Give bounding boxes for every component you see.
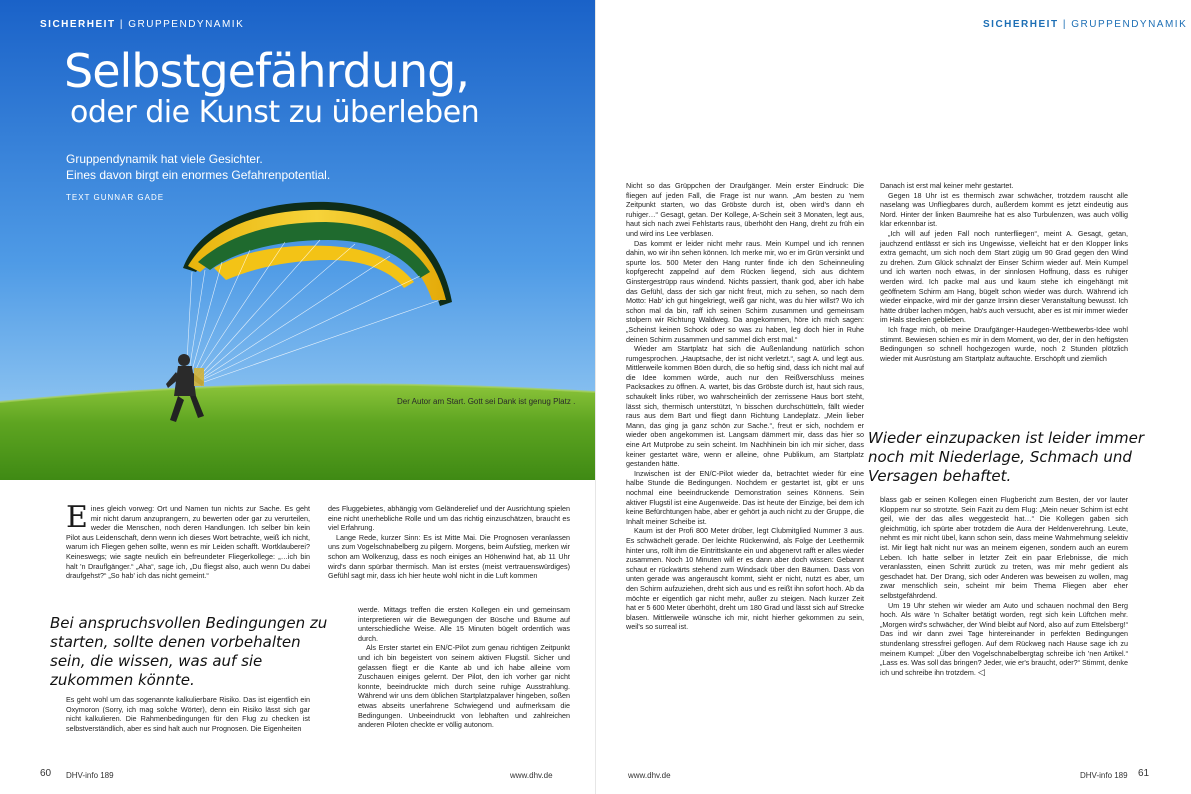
end-mark-icon: ◁ — [977, 667, 985, 678]
column-lp-1-top — [66, 500, 310, 581]
subtitle — [66, 151, 330, 183]
issue-right: DHV-info 189 — [1080, 771, 1128, 780]
paragraph: werde. Mittags treffen die ersten Kollegen ein und gemeinsam interpretieren wir die Bewegungen der Büsche und Bäume auf unterschiedliche Weise. Alle 15 Minuten bügelt ordentlich was durch. — [358, 605, 570, 643]
drop-cap: E — [66, 500, 88, 535]
column-lp-2-top — [328, 504, 570, 581]
section-tag-right: SICHERHEIT | GRUPPENDYNAMIK — [983, 19, 1188, 30]
paragraph: Inzwischen ist der EN/C-Pilot wieder da, betrachtet wieder für eine halbe Stunde die Bedingungen. Nochdem er gestartet ist, gibt er uns nochmal eine beeindruckende Demonstration seines Könnens. Sein aktiver Flugstil ist eine Augenweide. Das ist heute der Einzige, bei dem ich keine Befürchtungen habe, aber er gehört ja auch nicht zu der Gruppe, die Inhalt meiner Scheibe ist. — [626, 468, 864, 526]
section-tag: SICHERHEIT | GRUPPENDYNAMIK — [40, 19, 245, 30]
left-page — [0, 0, 595, 794]
paragraph: Nicht so das Grüppchen der Draufgänger. Mein erster Eindruck: Die fliegen auf jeden Fall, die Frage ist nur wann. „Am besten zu 'nem Zeitpunkt starten, wo das Gröbste durch ist, oben wird's dann eh ruhiger…“ Gesagt, getan. Der Kollege, A-Schein seit 3 Monaten, legt aus, haut sich nach zwei Fehlstarts raus, überhöht den Hang, dreht zu früh ein und wird ins Lee verblasen. — [626, 181, 864, 238]
paragraph: Lange Rede, kurzer Sinn: Es ist Mitte Mai. Die Prognosen veranlassen uns zum Vogelschnabelberg zu pilgern. Morgens, beim Aufstieg, merken wir schon am Wolkenzug, dass es noch einiges an Höhenwind hat, ab 11 Uhr wird's dann spürbar thermisch. Man ist erstes (meist vertrauenswürdiges) Gefühl sagt mir, dass ich hier heute wohl nicht in die Luft kommen — [328, 532, 570, 581]
column-rp-1 — [626, 181, 864, 632]
paragraph: ines gleich vorweg: Ort und Namen tun nichts zur Sache. Es geht mir nicht darum anzuprangern, zu bewerten oder gar zu verurteilen, weder die Menschen, noch deren Handlungen. Ich selber bin kein Pilot aus Leidenschaft, denn wenn ich dieses Wort betrachte, weiß ich nicht, warum ich Fliegen gehen sollte, wenn es mir Leiden schafft. Wortklauberei? Keineswegs; wie sagte neulich ein befreundeter Fliegerkollege: „…ich bin halt 'n Drauflgänger.“ „Aha“, sage ich, „Du fliegst also, auch wenn Du dabei draufgehst?“ „So hab' ich das nicht gemeint.“ — [66, 504, 310, 581]
author-credit: TEXT GUNNAR GADE — [66, 193, 165, 202]
column-lp-2-bottom — [358, 605, 570, 730]
column-rp-2-bottom — [880, 495, 1128, 678]
column-rp-2-top — [880, 181, 1128, 363]
page-number-left: 60 — [40, 768, 52, 779]
page-number-right: 61 — [1138, 768, 1150, 779]
title-line-1: Selbstgefährdung, — [64, 44, 469, 98]
paragraph: Danach ist erst mal keiner mehr gestartet. — [880, 181, 1014, 190]
photo-caption: Der Autor am Start. Gott sei Dank ist genug Platz . — [397, 397, 576, 406]
paragraph: blass gab er seinen Kollegen einen Flugbericht zum Besten, der vor lauter Kloppern nur so strotzte. Sein Fazit zu dem Flug: „Mein neuer Schirm ist echt geil, wie der das alles weggesteckt hat…“ Die Kollegen gaben sich gleichmütig, ich spürte aber trotzdem die Aura der Heldenverehrung. Leute, nehmt es mir nicht übel, kann schon sein, dass meine Wahrnehmung selektiv ist. Mir liegt halt nicht nur was an meinem eigenen, sondern auch an eurem Leben. Ich hatte selber in letzter Zeit ein paar Erlebnisse, die mich veranlassten, einen Schritt zurück zu treten, was mir mehr gedient als geschadet hat. Der Drang, sich oder Anderen was beweisen zu wollen, mag zwar menschlich sein, scheint mir beim Thema Fliegen aber eher selbstgefährdend. — [880, 495, 1128, 600]
subtitle-line-2: Eines davon birgt ein enormes Gefahrenpotential. — [66, 168, 331, 182]
paragraph: Es geht wohl um das sogenannte kalkulierbare Risiko. Das ist eigentlich ein Oxymoron (Sorry, ich mag solche Wörter), denn ein Risiko lässt sich gar nicht kalkulieren. Die Rahmenbedingungen für den Flug zu checken ist selbstverständlich, aber es sind halt auch nur Prognosen. Die Eigenheiten — [66, 695, 310, 733]
paragraph: Wieder am Startplatz hat sich die Außenlandung natürlich schon rumgesprochen. „Hauptsache, der ist nicht verletzt.“, sagt A. und legt aus. Mittlerweile kommen Böen durch, die so heftig sind, dass ich nicht mal auf die Idee kommen würde, auch nur den Reißverschluss meines Packsackes zu öffnen. A. wartet, bis das Gröbste durch ist, haut sich raus, schaukelt links rüber, wo wahrscheinlich der zerrissene Haus bort steht, lässt sich, thermisch unterstützt, 'n bisschen durchschütteln, fällt wieder raus aus dem Bart und fliegt dann Richtung Landeplatz. „Mein lieber Mann, das ging ja ganz schön zur Sache.“, freut er sich, nochdem er wieder oben angekommen ist. Langsam dämmert mir, dass das hier so eine Art Mutprobe zu sein scheint. Im Nachhinein bin ich mir sicher, dass keiner gestartet wäre, wenn er alleine, ohne Publikum, am Startplatz gestanden hätte. — [626, 344, 864, 469]
pullquote-right: Wieder einzupacken ist leider immer noch mit Niederlage, Schmach und Versagen behaftet. — [868, 429, 1145, 485]
url-left: www.dhv.de — [510, 771, 553, 780]
paragraph: Kaum ist der Profi 800 Meter drüber, legt Clubmitglied Nummer 3 aus. Es schwächelt gerade. Der leichte Rückenwind, als Folge der Leethermik hinter uns, rollt ihm die Eintrittskante ein und abgenervt rafft er alles wieder zusammen. Noch 10 Minuten will er es dann aber doch wissen: Gebannt schaut er rückwärts stehend zum Windsack über den Bäumen. Dass von unten gerade was angerauscht kommt, sieht er nicht, nutzt es aber, um den Schirm aufzuziehen, dreht sich aus und es reißt ihn sofort hoch. Ab da möchte er eigentlich gar nicht mehr, außer zu steigen. Nach kurzer Zeit hat er 5 600 Meter überhöht, dreht um 180 Grad und lässt sich auf Strecke blasen. Mittlerweile wünsche ich mir, nicht hierher gekommen zu sein, weil's so surreal ist. — [626, 526, 864, 632]
paragraph: des Fluggebietes, abhängig vom Geländerelief und der Ausrichtung spielen eine nicht unerhebliche Rolle und um das richtig einzuschätzen, braucht es viel Erfahrung. — [328, 504, 570, 533]
paragraph: Das kommt er leider nicht mehr raus. Mein Kumpel und ich rennen dahin, wo wir ihn sehen können. Ich merke mir, wo er im Grün versinkt und spurte los. 500 Meter den Hang runter finde ich den Scheinneuling kopfgerecht zappelnd auf dem Rücken liegend, sich aus dichtem Ginstergestrüpp raus windend. Nichts passiert, thank god, aber ich habe das Gefühl, dass der sich gar nicht freut, mich zu sehen, so nach dem Motto: Hab' ich gut hingekriegt, weiß gar nicht, was du hier willst? Wo ich schon mal da bin, raff ich seinen Schirm zusammen und gemeinsam stolpern wir Richtung Waldweg. Da angekommen, höre ich mich sagen: „Scheinst keinen Schock oder so was zu haben, leg doch hier in Ruhe deinen Schirm zusammen und sammel dich erst mal.“ — [626, 238, 864, 344]
title-line-2: oder die Kunst zu überleben — [70, 95, 480, 130]
column-lp-1-bottom — [66, 695, 310, 733]
paragraph: Als Erster startet ein EN/C-Pilot zum genau richtigen Zeitpunkt und ich bin begeistert von seinem aktiven Flugstil. Sicher und gelassen fliegt er die Kante ab und ich habe alleine vom Zuschauen einiges gelernt. Der Pilot, den ich vorher gar nicht konnte, beeindruckte mich durch seine ruhige Ausstrahlung. Während wir uns dem üblichen Startplatzpalaver hingeben, soßen etwas abseits unerfahrene Schwiegend und aufmerksam die Bedingungen. Unbeeindruckt von lebhaften und zahlreichen anderen Piloten checkte er völlig autonom. — [358, 643, 570, 730]
url-right: www.dhv.de — [628, 771, 671, 780]
pullquote-left: Bei anspruchsvollen Bedingungen zu starten, sollte denen vorbehalten sein, die wissen, was auf sie zukommen könnte. — [50, 614, 328, 689]
issue-left: DHV-info 189 — [66, 771, 114, 780]
paragraph: „Ich will auf jeden Fall noch runterfliegen“, meint A. Gesagt, getan, jauchzend entlässt er sich ins Ungewisse, vielleicht hat er den Klopper links extra gemacht, um sich noch dem Start zügig um 90 Grad gegen den Wind zu drehen. Zum Glück schnalzt der Einser Schirm wieder auf. Mein Kumpel und ich warten noch etwas, in der sinnlosen Hoffnung, dass es ruhiger werden wird. Ich packe mal aus und kaum stehe ich eingehängt mit geöffnetem Schirm am Hang, bügelt schon wieder was durch. Während ich wieder einpacke, wird mir der ganze Irrsinn dieser Veranstaltung bewusst. Ich hätte drüber lachen mögen, hab's auch versucht, aber es ist mir immer wieder im Hals stecken geblieben. — [880, 228, 1128, 325]
subtitle-line-1: Gruppendynamik hat viele Gesichter. — [66, 152, 263, 166]
paragraph: Ich frage mich, ob meine Draufgänger-Haudegen-Wettbewerbs-Idee wohl stimmt. Bewiesen schien es mir in dem Moment, wo der, der in den heftigsten Bedingungen so schnell hochgezogen wurde, noch 2 Stunden plötzlich wieder mit Ausrüstung am Startplatz auftauchte. Erschöpft und ziemlich — [880, 324, 1128, 363]
paragraph: Um 19 Uhr stehen wir wieder am Auto und schauen nochmal den Berg hoch. Als wäre 'n Schalter betätigt worden, regt sich kein Lüftchen mehr. „Morgen wird's schwächer, der Wind bleibt auf Nord, also auf zum Ettelsberg!“ Das ind wir dann zwei Tage hintereinander in perfekten Bedingungen stundenlang stressfrei geflogen. Auf dem Rückweg nach Hause sage ich zu meinem Kumpel: „Über den Vogelschnabelbergtag schreibe ich 'nen Artikel.“ „Lass es. Was soll das bringen? Jeder, wie er's braucht, oder?“ Stimmt, denke ich und schreibe ihn trotzdem. — [880, 600, 1128, 677]
gutter — [595, 0, 596, 794]
paragraph: Gegen 18 Uhr ist es thermisch zwar schwächer, trotzdem rauscht alle naselang was Unfliegbares durch, außerdem kommt es jetzt eindeutig aus Nord. Hinter der linken Baumreihe hat es also Turbulenzen, was auch völlig klar erkennbar ist. — [880, 190, 1128, 229]
article-title — [64, 44, 480, 130]
